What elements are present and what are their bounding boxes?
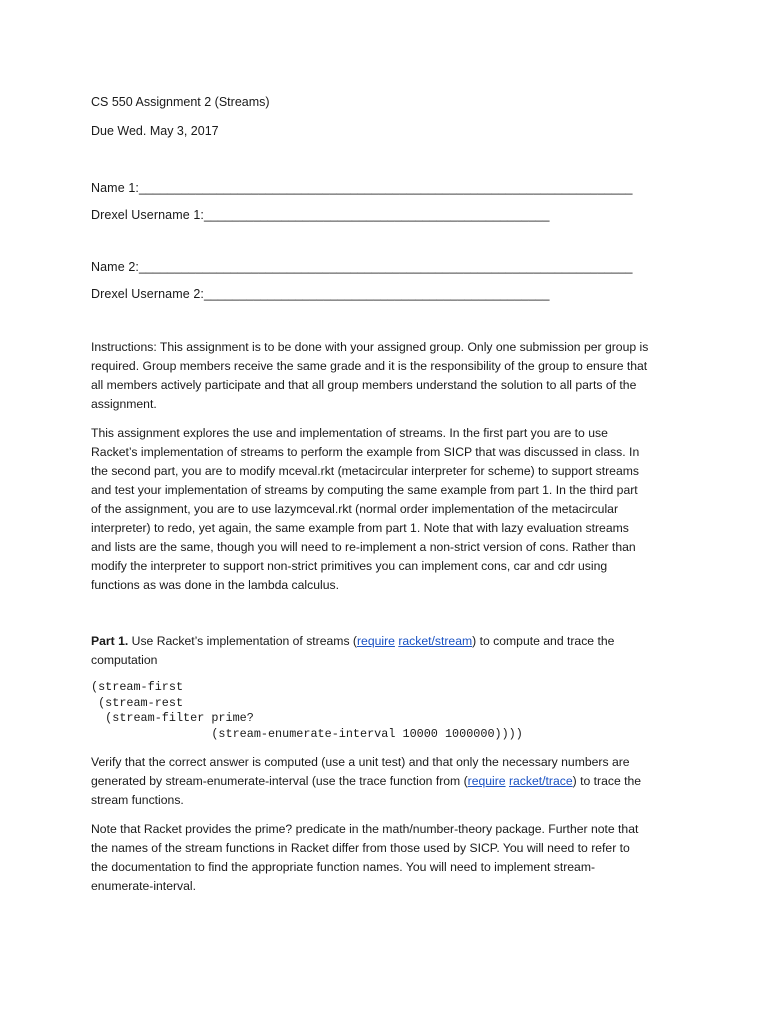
overview-line: and lists are the same, though you will need to re-implement a non-strict version of cons. Rather than: [91, 540, 636, 554]
overview-paragraph: [91, 424, 683, 595]
part1-intro-line: computation: [91, 653, 158, 667]
verify-line: stream functions.: [91, 793, 184, 807]
part1-intro-text-after: ) to compute and trace the: [472, 634, 615, 648]
note-line: the documentation to find the appropriate function names. You will need to implement stream-: [91, 860, 596, 874]
note-paragraph: [91, 820, 683, 896]
code-block: (stream-first (stream-rest (stream-filter prime? (stream-enumerate-interval 10000 1000000)))): [91, 680, 523, 741]
overview-line: of the assignment, you are to use lazymceval.rkt (normal order implementation of the metacircular: [91, 502, 619, 516]
instructions-line: assignment.: [91, 397, 157, 411]
name-1-field[interactable]: Name 1:______________________________________________________________________: [91, 181, 633, 195]
part1-intro-line: [91, 632, 683, 651]
overview-line: and test your implementation of streams by computing the same example from part 1. In the third part: [91, 483, 638, 497]
verify-line: [91, 772, 683, 791]
drexel-username-2-field[interactable]: Drexel Username 2:_________________________________________________: [91, 287, 550, 301]
racket-trace-link[interactable]: racket/trace: [508, 774, 573, 788]
assignment-title: CS 550 Assignment 2 (Streams): [91, 95, 270, 109]
instructions-paragraph: [91, 338, 683, 414]
overview-line: modify the interpreter to support non-strict primitives you can implement cons, car and cdr using: [91, 559, 608, 573]
verify-text-after: ) to trace the: [572, 774, 642, 788]
verify-line: Verify that the correct answer is computed (use a unit test) and that only the necessary numbers are: [91, 755, 630, 769]
drexel-username-1-field[interactable]: Drexel Username 1:_________________________________________________: [91, 208, 550, 222]
verify-paragraph: [91, 753, 683, 810]
overview-line: This assignment explores the use and implementation of streams. In the first part you are to use: [91, 426, 608, 440]
note-line: Note that Racket provides the prime? predicate in the math/number-theory package. Further note that: [91, 822, 639, 836]
overview-line: functions as was done in the lambda calculus.: [91, 578, 339, 592]
instructions-line: all members actively participate and that all group members understand the solution to all parts of the: [91, 378, 637, 392]
name-2-field[interactable]: Name 2:______________________________________________________________________: [91, 260, 633, 274]
instructions-line: required. Group members receive the same grade and it is the responsibility of the group to ensure that: [91, 359, 648, 373]
part1-intro: [91, 632, 683, 670]
overview-line: the second part, you are to modify mceval.rkt (metacircular interpreter for scheme) to support streams: [91, 464, 639, 478]
part1-intro-text: Use Racket’s implementation of streams (: [128, 634, 357, 648]
require-link[interactable]: require: [356, 634, 395, 648]
note-line: enumerate-interval.: [91, 879, 196, 893]
due-date: Due Wed. May 3, 2017: [91, 124, 219, 138]
overview-line: Racket’s implementation of streams to perform the example from SICP that was discussed in class. In: [91, 445, 640, 459]
note-line: the names of the stream functions in Racket differ from those used by SICP. You will need to refer to: [91, 841, 630, 855]
instructions-line: Instructions: This assignment is to be done with your assigned group. Only one submission per group is: [91, 340, 649, 354]
part1-label: Part 1.: [91, 634, 129, 648]
overview-line: interpreter) to redo, yet again, the same example from part 1. Note that with lazy evaluation streams: [91, 521, 629, 535]
verify-text: generated by stream-enumerate-interval (use the trace function from (: [91, 774, 468, 788]
require-link[interactable]: require: [467, 774, 506, 788]
racket-stream-link[interactable]: racket/stream: [398, 634, 473, 648]
